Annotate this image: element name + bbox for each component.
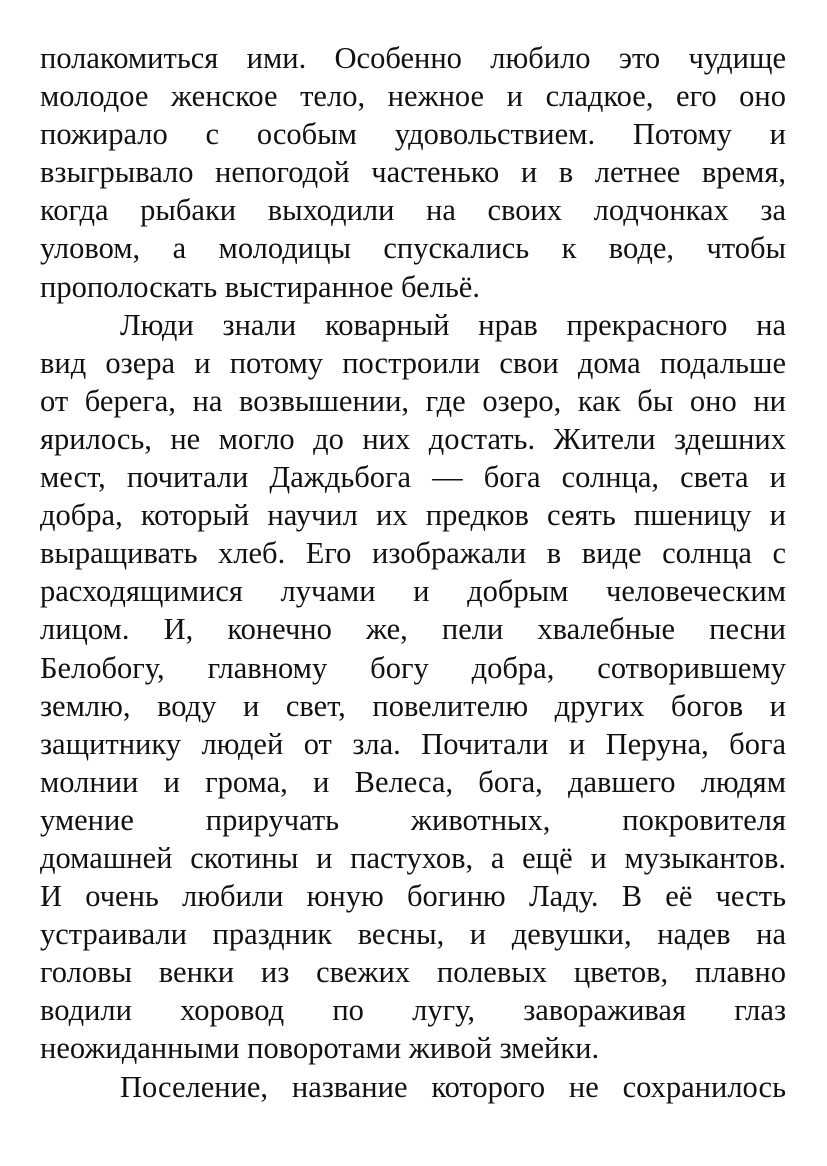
text-line: мест, почитали Даждьбога — бога солнца, света и: [40, 460, 786, 495]
text-line: добра, который научил их предков сеять пшеницу и: [40, 498, 786, 533]
text-line: молодое женское тело, нежное и сладкое, его оно: [40, 79, 786, 114]
text-line: расходящимися лучами и добрым человеческим: [40, 574, 786, 609]
text-line: уловом, а молодицы спускались к воде, чтобы: [40, 231, 786, 266]
text-line: водили хоровод по лугу, завораживая глаз: [40, 993, 786, 1028]
text-line: выращивать хлеб. Его изображали в виде солнца с: [40, 536, 786, 571]
text-line: защитнику людей от зла. Почитали и Перуна, бога: [40, 726, 786, 761]
text-line: полакомиться ими. Особенно любило это чудище: [40, 41, 786, 75]
text-line: когда рыбаки выходили на своих лодчонках за: [40, 193, 786, 228]
paragraph-3: [40, 1068, 786, 1106]
text-line: лицом. И, конечно же, пели хвалебные песни: [40, 612, 786, 647]
text-line: Поселение, название которого не сохранилось: [120, 1069, 786, 1104]
text-line: устраивали праздник весны, и девушки, надев на: [40, 917, 786, 952]
text-line: вид озера и потому построили свои дома подальше: [40, 345, 786, 380]
paragraph-1: [40, 39, 786, 306]
text-line: прополоскать выстиранное бельё.: [40, 269, 480, 304]
text-line: взыгрывало непогодой частенько и в летнее время,: [40, 155, 786, 190]
text-line: ярилось, не могло до них достать. Жители здешних: [40, 421, 786, 456]
text-line: И очень любили юную богиню Ладу. В её честь: [40, 879, 786, 914]
paragraph-2: [40, 306, 786, 1068]
text-line: головы венки из свежих полевых цветов, плавно: [40, 955, 786, 990]
text-line: Люди знали коварный нрав прекрасного на: [120, 307, 786, 342]
text-line: Белобогу, главному богу добра, сотворившему: [40, 650, 786, 685]
text-line: землю, воду и свет, повелителю других богов и: [40, 688, 786, 723]
document-page: [40, 39, 786, 1106]
text-line: неожиданными поворотами живой змейки.: [40, 1031, 600, 1066]
text-line: пожирало с особым удовольствием. Потому и: [40, 117, 786, 152]
text-line: от берега, на возвышении, где озеро, как бы оно ни: [40, 383, 786, 418]
text-line: умение приручать животных, покровителя: [40, 802, 786, 837]
text-line: молнии и грома, и Велеса, бога, давшего людям: [40, 764, 786, 799]
text-line: домашней скотины и пастухов, а ещё и музыкантов.: [40, 840, 786, 875]
